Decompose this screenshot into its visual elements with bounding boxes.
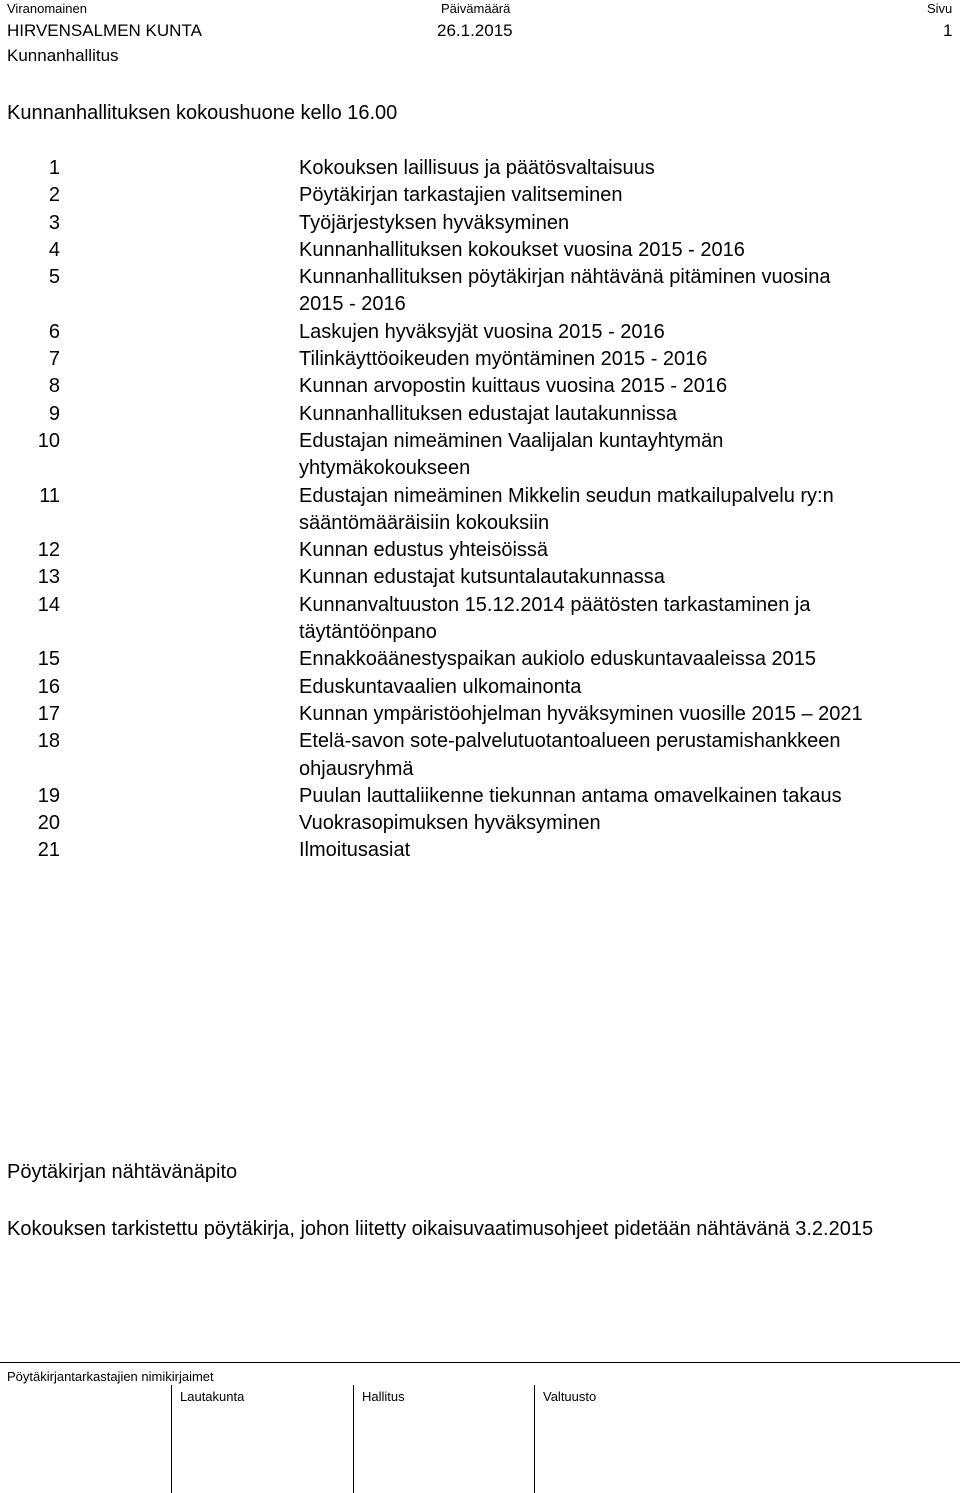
agenda-item-title: ohjausryhmä bbox=[299, 757, 414, 780]
agenda-item bbox=[0, 264, 960, 291]
agenda-item-title: 2015 - 2016 bbox=[299, 293, 406, 316]
meeting-location: Kunnanhallituksen kokoushuone kello 16.00 bbox=[7, 102, 398, 124]
agenda-item-number: 2 bbox=[48, 184, 60, 207]
agenda-item-title: Tilinkäyttöoikeuden myöntäminen 2015 - 2016 bbox=[299, 348, 708, 371]
agenda-item-number: 10 bbox=[37, 429, 60, 452]
agenda-list bbox=[0, 155, 960, 865]
agenda-item-title: Laskujen hyväksyjät vuosina 2015 - 2016 bbox=[299, 320, 665, 343]
agenda-item-number: 11 bbox=[39, 484, 60, 507]
agenda-item-title: Edustajan nimeäminen Vaalijalan kuntayhtymän bbox=[299, 429, 724, 452]
agenda-item-continuation bbox=[0, 619, 960, 646]
agenda-item bbox=[0, 346, 960, 373]
agenda-item bbox=[0, 401, 960, 428]
column-divider bbox=[171, 1385, 172, 1493]
agenda-item-title: Ennakkoäänestyspaikan aukiolo eduskuntavaaleissa 2015 bbox=[299, 648, 817, 671]
agenda-item-title: Puulan lauttaliikenne tiekunnan antama omavelkainen takaus bbox=[299, 784, 842, 807]
agenda-item-title: Työjärjestyksen hyväksyminen bbox=[299, 211, 570, 234]
agenda-item-number: 4 bbox=[48, 238, 60, 261]
agenda-item-title: sääntömääräisiin kokouksiin bbox=[299, 511, 550, 534]
agenda-item-title: Kunnan edustajat kutsuntalautakunnassa bbox=[299, 566, 665, 589]
column-divider bbox=[534, 1385, 535, 1493]
agenda-item-title: Edustajan nimeäminen Mikkelin seudun matkailupalvelu ry:n bbox=[299, 484, 834, 507]
agenda-item-title: Vuokrasopimuksen hyväksyminen bbox=[299, 812, 601, 835]
page-label: Sivu bbox=[927, 1, 953, 16]
agenda-item bbox=[0, 483, 960, 510]
agenda-item bbox=[0, 728, 960, 755]
agenda-item-number: 19 bbox=[37, 784, 60, 807]
column-label-lautakunta: Lautakunta bbox=[180, 1389, 245, 1404]
agenda-item-title: Kunnanhallituksen pöytäkirjan nähtävänä pitäminen vuosina bbox=[299, 266, 831, 289]
date-label: Päivämäärä bbox=[441, 1, 511, 16]
column-label-hallitus: Hallitus bbox=[362, 1389, 405, 1404]
agenda-item-number: 16 bbox=[37, 675, 60, 698]
agenda-item-number: 7 bbox=[48, 348, 60, 371]
agenda-item-continuation bbox=[0, 756, 960, 783]
agenda-item-number: 8 bbox=[48, 375, 60, 398]
agenda-item bbox=[0, 701, 960, 728]
agenda-item bbox=[0, 837, 960, 864]
agenda-item-number: 3 bbox=[48, 211, 60, 234]
notice-text: Kokouksen tarkistettu pöytäkirja, johon liitetty oikaisuvaatimusohjeet pidetään nähtävänä 3.2.2015 bbox=[7, 1218, 874, 1240]
footer-divider bbox=[0, 1362, 960, 1363]
agenda-item bbox=[0, 210, 960, 237]
agenda-item-title: Kunnanhallituksen edustajat lautakunnissa bbox=[299, 402, 678, 425]
meeting-date: 26.1.2015 bbox=[437, 21, 513, 40]
agenda-item-title: Ilmoitusasiat bbox=[299, 839, 411, 862]
agenda-item-title: Eduskuntavaalien ulkomainonta bbox=[299, 675, 582, 698]
agenda-item-number bbox=[0, 756, 60, 783]
footer-title: Pöytäkirjantarkastajien nimikirjaimet bbox=[7, 1369, 214, 1384]
agenda-item-title: yhtymäkokoukseen bbox=[299, 457, 471, 480]
agenda-item-title: Etelä-savon sote-palvelutuotantoalueen perustamishankkeen bbox=[299, 730, 841, 753]
agenda-item-number: 12 bbox=[37, 539, 60, 562]
agenda-item-number: 21 bbox=[37, 839, 60, 862]
signature-footer bbox=[0, 1362, 960, 1493]
agenda-item bbox=[0, 564, 960, 591]
agenda-item bbox=[0, 182, 960, 209]
agenda-item-title: Kunnan edustus yhteisöissä bbox=[299, 539, 549, 562]
agenda-item bbox=[0, 674, 960, 701]
agenda-item-number: 5 bbox=[48, 266, 60, 289]
column-divider bbox=[353, 1385, 354, 1493]
authority-label: Viranomainen bbox=[7, 1, 87, 16]
agenda-item-number: 18 bbox=[37, 730, 60, 753]
column-label-valtuusto: Valtuusto bbox=[543, 1389, 597, 1404]
agenda-item bbox=[0, 592, 960, 619]
agenda-item-number: 17 bbox=[37, 702, 60, 725]
agenda-item-title: Kunnanvaltuuston 15.12.2014 päätösten tarkastaminen ja bbox=[299, 593, 811, 616]
agenda-item-continuation bbox=[0, 455, 960, 482]
agenda-item bbox=[0, 373, 960, 400]
agenda-item bbox=[0, 155, 960, 182]
agenda-item bbox=[0, 237, 960, 264]
agenda-item-number: 1 bbox=[48, 157, 60, 179]
agenda-item-number: 14 bbox=[37, 593, 60, 616]
agenda-item bbox=[0, 319, 960, 346]
agenda-item bbox=[0, 428, 960, 455]
authority-name: HIRVENSALMEN KUNTA bbox=[7, 21, 202, 40]
page-number: 1 bbox=[943, 21, 953, 40]
agenda-item-title: Pöytäkirjan tarkastajien valitseminen bbox=[299, 184, 623, 207]
agenda-item-title: Kunnanhallituksen kokoukset vuosina 2015 - 2016 bbox=[299, 238, 745, 261]
agenda-item bbox=[0, 646, 960, 673]
agenda-item-number bbox=[0, 510, 60, 537]
agenda-item-title: Kunnan arvopostin kuittaus vuosina 2015 - 2016 bbox=[299, 375, 728, 398]
agenda-item-number bbox=[0, 619, 60, 646]
notice-title: Pöytäkirjan nähtävänäpito bbox=[7, 1161, 238, 1183]
agenda-item-continuation bbox=[0, 510, 960, 537]
agenda-item-number: 6 bbox=[48, 320, 60, 343]
agenda-item-continuation bbox=[0, 291, 960, 318]
body-name: Kunnanhallitus bbox=[7, 46, 119, 65]
agenda-item bbox=[0, 810, 960, 837]
agenda-item-title: Kokouksen laillisuus ja päätösvaltaisuus bbox=[299, 157, 655, 179]
agenda-item bbox=[0, 783, 960, 810]
agenda-item-title: Kunnan ympäristöohjelman hyväksyminen vuosille 2015 – 2021 bbox=[299, 702, 863, 725]
agenda-item-number: 20 bbox=[37, 812, 60, 835]
agenda-item-title: täytäntöönpano bbox=[299, 621, 437, 644]
agenda-item-number: 15 bbox=[37, 648, 60, 671]
agenda-item-number bbox=[0, 455, 60, 482]
agenda-item-number: 13 bbox=[37, 566, 60, 589]
agenda-item bbox=[0, 537, 960, 564]
document-header bbox=[0, 0, 960, 72]
agenda-item-number bbox=[0, 291, 60, 318]
agenda-item-number: 9 bbox=[48, 402, 60, 425]
